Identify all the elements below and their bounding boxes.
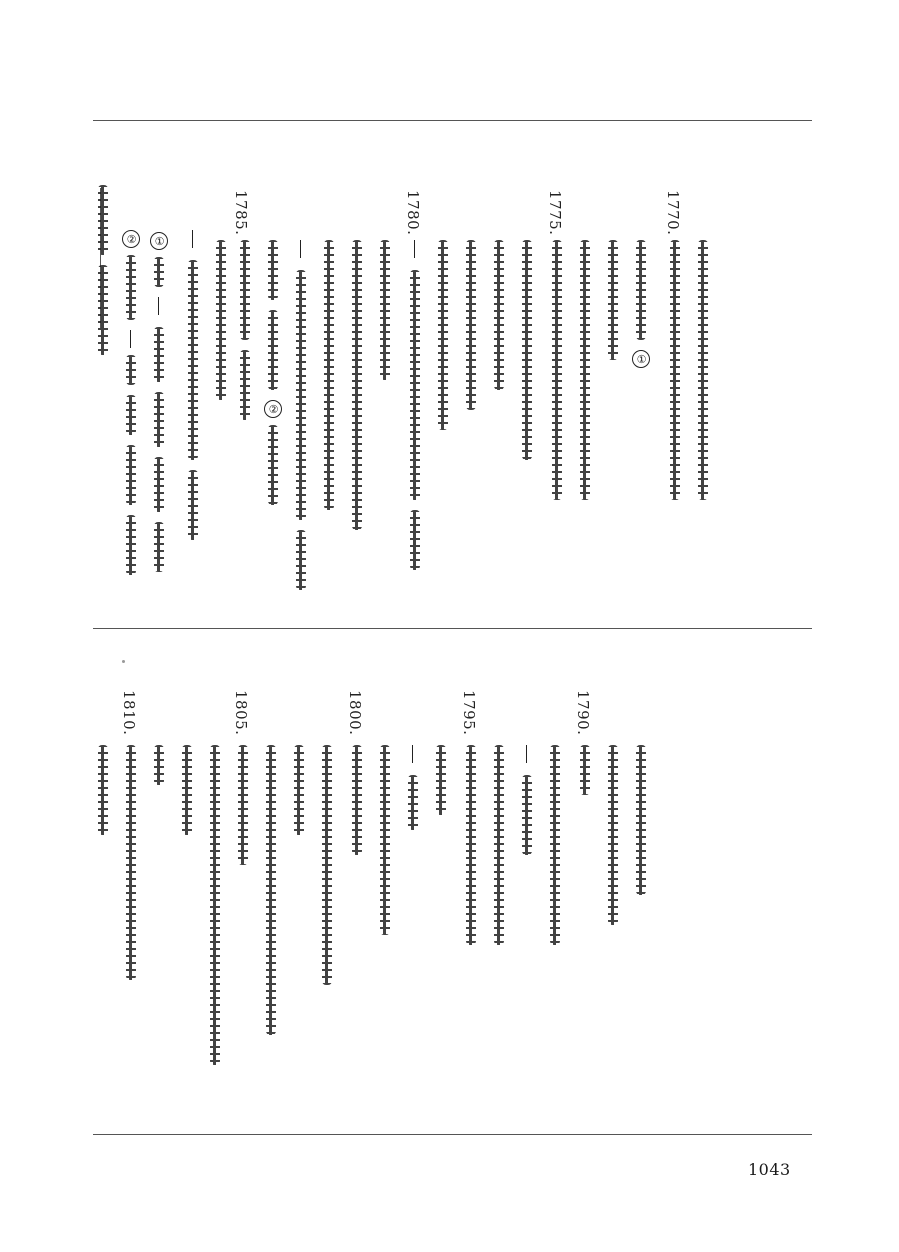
footnote-marker: ① [150,232,168,250]
bottom-rule [93,1134,812,1135]
scan-speck [122,660,125,663]
inline-note-marker: ① [632,350,650,368]
page-number: 1043 [748,1160,791,1179]
line-number: 1785. [232,190,250,236]
line-number: 1810. [120,690,138,736]
line-number: 1800. [346,690,364,736]
footnote-marker: ② [122,230,140,248]
line-number: 1795. [460,690,478,736]
inline-note-marker: ② [264,400,282,418]
line-number: 1770. [664,190,682,236]
top-rule [93,120,812,121]
line-number: 1775. [546,190,564,236]
middle-rule [93,628,812,629]
line-number: 1780. [404,190,422,236]
line-number: 1805. [232,690,250,736]
line-number: 1790. [574,690,592,736]
